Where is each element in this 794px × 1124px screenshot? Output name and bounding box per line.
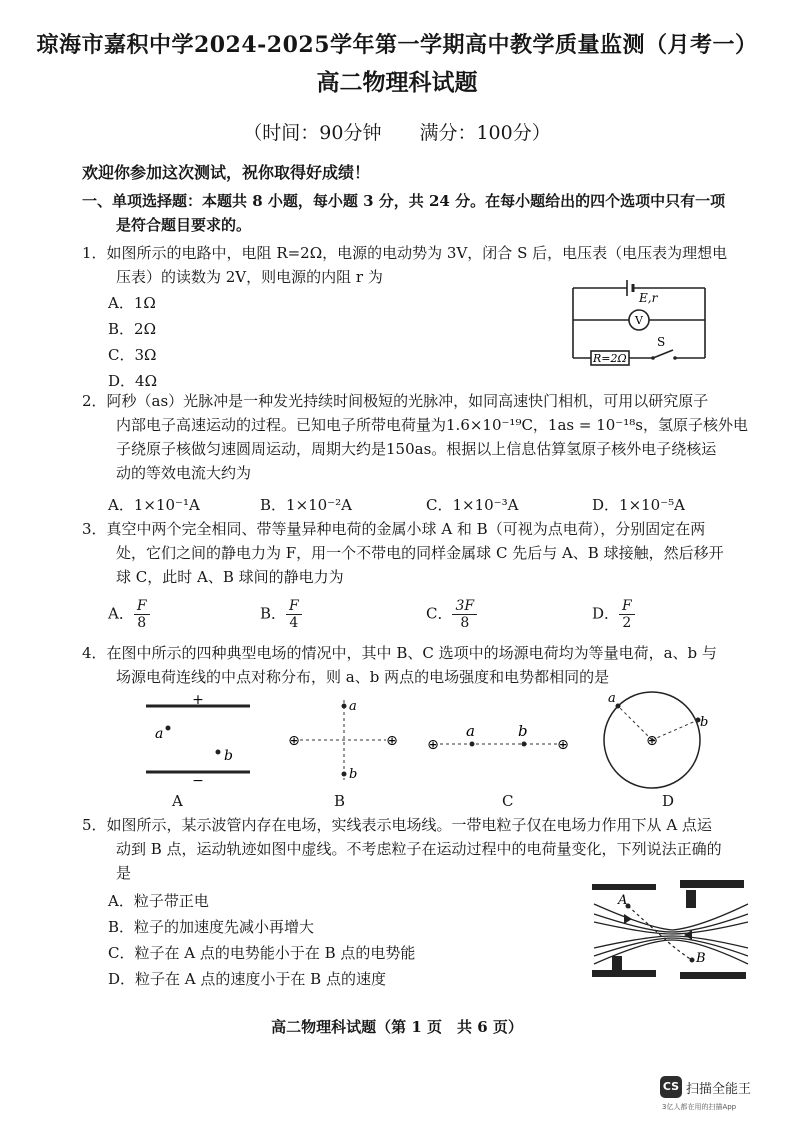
q3-option-a-num: F	[134, 598, 150, 615]
q3-option-c	[426, 598, 477, 631]
q1-option-d: D．4Ω	[108, 372, 158, 390]
exam-subtitle: 高二物理科试题	[316, 69, 478, 96]
time-score-info: （时间：90分钟 满分：100分）	[243, 122, 551, 144]
q4b-point-b: b	[349, 767, 358, 782]
q4-label-b: B	[334, 792, 346, 810]
watermark-tagline: 3亿人都在用的扫描App	[662, 1103, 737, 1111]
q4-text-line2: 场源电荷连线的中点对称分布，则 a、b 两点的电场强度和电势都相同的是	[116, 668, 610, 686]
q3-text-line3: 球 C，此时 A、B 球间的静电力为	[116, 568, 344, 586]
q4-figure-b	[282, 692, 402, 786]
q4d-point-b: b	[700, 715, 709, 730]
q2-option-a: A．1×10⁻¹A	[108, 496, 200, 514]
q1-source-label: E,r	[639, 291, 658, 305]
q2-text-line3: 子绕原子核做匀速圆周运动，周期大约是150as。根据以上信息估算氢原子核外电子绕核运	[116, 440, 717, 458]
q1-circuit-diagram	[565, 278, 715, 368]
q4c-charge-right: ⊕	[557, 737, 569, 753]
q4b-charge-left: ⊕	[288, 733, 300, 749]
q4b-charge-right: ⊕	[386, 733, 398, 749]
q4-figure-a	[140, 692, 260, 786]
q3-option-d-letter: D．	[592, 604, 620, 623]
q1-voltmeter-label: V	[635, 314, 643, 327]
q4c-charge-left: ⊕	[427, 737, 439, 753]
q2-option-b: B．1×10⁻²A	[260, 496, 352, 514]
q3-option-b-num: F	[286, 598, 302, 615]
welcome-text: 欢迎你参加这次测试，祝你取得好成绩！	[82, 163, 371, 182]
q1-text-line2: 压表）的读数为 2V，则电源的内阻 r 为	[116, 268, 383, 286]
q5-text-line3: 是	[116, 864, 132, 882]
q3-option-d-den: 2	[622, 615, 632, 631]
q3-option-c-num: 3F	[452, 598, 477, 615]
q3-option-b	[260, 598, 302, 631]
q2-text-line1: 2．阿秒（as）光脉冲是一种发光持续时间极短的光脉冲，如同高速快门相机，可用以研究原子	[82, 392, 709, 410]
q5-oscilloscope-figure	[588, 878, 754, 990]
q4-label-c: C	[502, 792, 514, 810]
q4d-charge: ⊕	[646, 733, 658, 749]
q2-option-c: C．1×10⁻³A	[426, 496, 519, 514]
exam-title: 琼海市嘉积中学2024-2025学年第一学期高中教学质量监测（月考一）	[36, 32, 758, 58]
q5-point-a: A	[618, 893, 628, 908]
q4d-point-a: a	[608, 691, 616, 706]
q5-option-c: C．粒子在 A 点的电势能小于在 B 点的电势能	[108, 944, 416, 962]
q1-option-c: C．3Ω	[108, 346, 157, 364]
section-heading: 一、单项选择题：本题共 8 小题，每小题 3 分，共 24 分。在每小题给出的四个选项中只有一项	[82, 192, 726, 210]
q1-option-a: A．1Ω	[108, 294, 156, 312]
q4-figure-c	[420, 712, 580, 762]
q3-option-b-den: 4	[289, 615, 299, 631]
q4-text-line1: 4．在图中所示的四种典型电场的情况中，其中 B、C 选项中的场源电荷均为等量电荷，a、b 与	[82, 644, 717, 662]
q3-text-line1: 3．真空中两个完全相同、带等量异种电荷的金属小球 A 和 B（可视为点电荷），分别固定在两	[82, 520, 706, 538]
q2-option-d: D．1×10⁻⁵A	[592, 496, 685, 514]
q4a-point-b: b	[224, 748, 233, 764]
q4c-point-a: a	[466, 722, 475, 740]
q5-point-b: B	[696, 951, 706, 966]
q3-option-d	[592, 598, 635, 631]
q2-text-line4: 动的等效电流大约为	[116, 464, 252, 482]
q4c-point-b: b	[518, 722, 528, 740]
section-heading-cont: 是符合题目要求的。	[116, 216, 252, 234]
q5-option-b: B．粒子的加速度先减小再增大	[108, 918, 315, 936]
q4a-point-a: a	[155, 726, 164, 742]
q3-option-a-den: 8	[137, 615, 147, 631]
q5-text-line2: 动到 B 点，运动轨迹如图中虚线。不考虑粒子在运动过程中的电荷量变化，下列说法正确的	[116, 840, 722, 858]
q3-option-a-letter: A．	[108, 604, 134, 623]
q3-option-c-den: 8	[460, 615, 470, 631]
q3-option-d-num: F	[619, 598, 635, 615]
q3-text-line2: 处，它们之间的静电力为 F，用一个不带电的同样金属球 C 先后与 A、B 球接触，然后移开	[116, 544, 724, 562]
q4-figure-d	[596, 686, 716, 790]
q1-text-line1: 1．如图所示的电路中，电阻 R=2Ω，电源的电动势为 3V，闭合 S 后，电压表（电压表为理想电	[82, 244, 728, 262]
q5-option-d: D．粒子在 A 点的速度小于在 B 点的速度	[108, 970, 386, 988]
q3-option-c-letter: C．	[426, 604, 453, 623]
q1-resistor-label: R=2Ω	[593, 352, 627, 365]
page-footer: 高二物理科试题（第 1 页 共 6 页）	[271, 1018, 523, 1036]
q4-label-a: A	[172, 792, 183, 810]
watermark-app-name: 扫描全能王	[686, 1082, 752, 1097]
q4a-minus-sign: −	[192, 773, 204, 786]
q2-text-line2: 内部电子高速运动的过程。已知电子所带电荷量为1.6×10⁻¹⁹C，1as = 10⁻¹⁸s，氢原子核外电	[116, 416, 748, 434]
q3-option-a	[108, 598, 150, 631]
camscanner-logo-icon: CS	[660, 1076, 682, 1098]
q4b-point-a: a	[349, 699, 357, 714]
q4a-plus-sign: +	[192, 692, 204, 708]
q5-option-a: A．粒子带正电	[108, 892, 209, 910]
q4-label-d: D	[662, 792, 675, 810]
q5-text-line1: 5．如图所示，某示波管内存在电场，实线表示电场线。一带电粒子仅在电场力作用下从 A 点运	[82, 816, 712, 834]
q1-switch-label: S	[657, 335, 666, 349]
q1-option-b: B．2Ω	[108, 320, 157, 338]
q3-option-b-letter: B．	[260, 604, 287, 623]
